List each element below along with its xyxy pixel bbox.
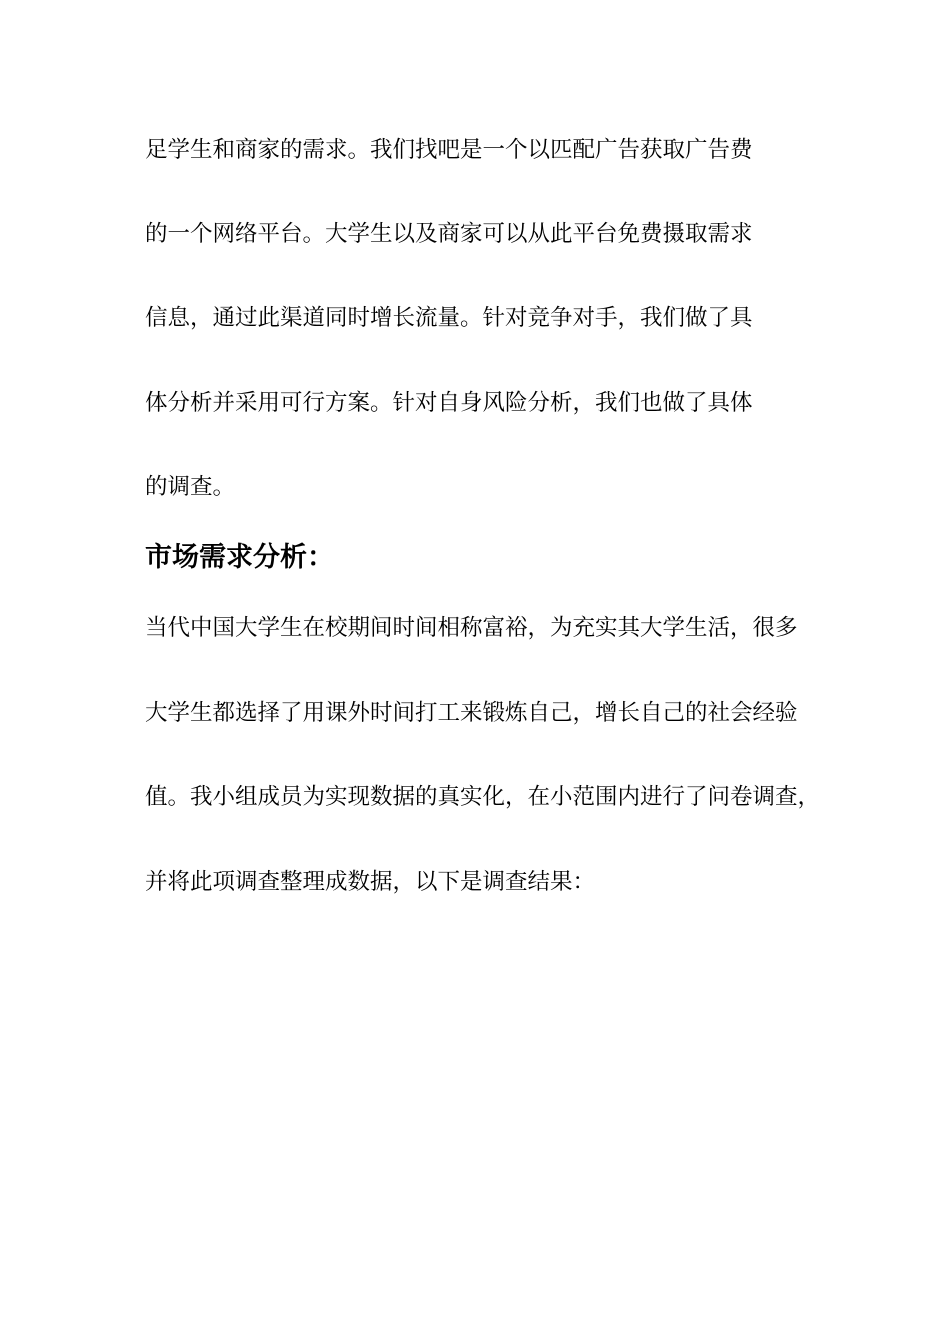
paragraph-line: 足学生和商家的需求。我们找吧是一个以匹配广告获取广告费 [145, 137, 753, 163]
paragraph-line: 的调查。 [145, 474, 236, 500]
paragraph-line: 信息，通过此渠道同时增长流量。针对竞争对手，我们做了具 [145, 305, 753, 331]
paragraph-line: 并将此项调查整理成数据，以下是调查结果： [145, 869, 596, 895]
paragraph-line: 值。我小组成员为实现数据的真实化，在小范围内进行了问卷调查， [145, 784, 821, 810]
paragraph-line: 体分析并采用可行方案。针对自身风险分析，我们也做了具体 [145, 390, 753, 416]
paragraph-line: 当代中国大学生在校期间时间相称富裕，为充实其大学生活，很多 [145, 615, 798, 641]
paragraph-line: 大学生都选择了用课外时间打工来锻炼自己，增长自己的社会经验 [145, 700, 798, 726]
paragraph-line: 的一个网络平台。大学生以及商家可以从此平台免费摄取需求 [145, 221, 753, 247]
section-heading: 市场需求分析： [145, 542, 334, 573]
